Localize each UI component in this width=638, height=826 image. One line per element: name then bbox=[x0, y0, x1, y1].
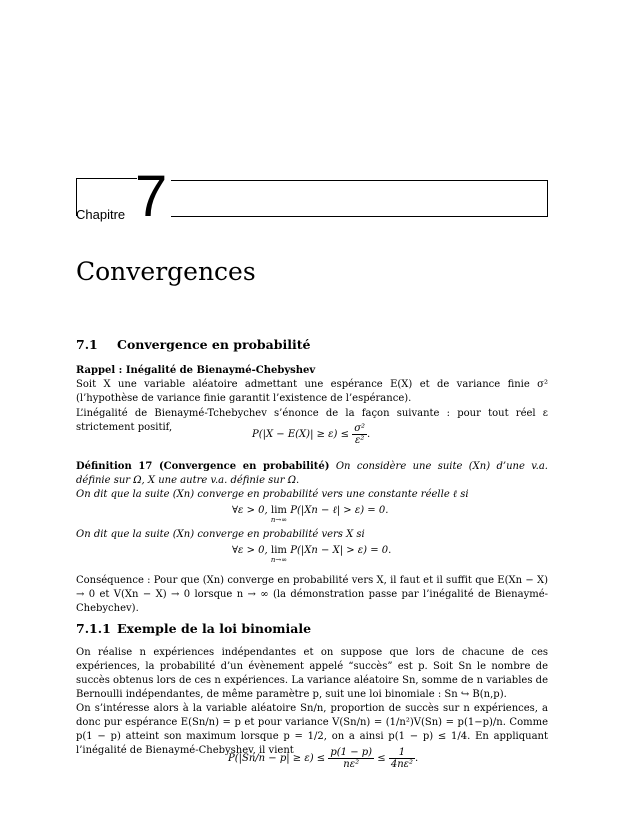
formula-fraction: $\frac{\text{σ²}}{\text{ε²}}$ bbox=[354, 423, 366, 446]
bienayme-formula: P(|X − E(X)| ≥ ε) ≤ $\frac{\text{σ²}}{\text{ε²}}$ . bbox=[252, 423, 371, 446]
section-title: Convergence en probabilité bbox=[117, 337, 311, 352]
section-number: 7.1 bbox=[76, 337, 98, 352]
definition-text: On considère une suite (Xn) d’une v.a. définie sur Ω, X une autre v.a. définie sur Ω. bbox=[76, 461, 548, 486]
chapter-title: Convergences bbox=[76, 257, 256, 286]
definition-block bbox=[76, 460, 548, 488]
rappel-statement: L’inégalité de Bienaymé-Tchebychev s’énonce de la façon suivante : pour tout réel ε strictement positif, bbox=[76, 408, 548, 433]
binomial-paragraph-2: On s’intéresse alors à la variable aléatoire Sn/n, proportion de succès sur n expériences, a donc pur espérance E(Sn/n) = p et pour variance V(Sn/n) = (1/n²)V(Sn) = p(1−p)/n. Comme p(1 − p) atteint son maximum lorsque p = 1/2, on a ainsi p(1 − p) ≤ 1/4. En appliquant l’inégalité de Bienaymé-Chebyshev, il vient bbox=[76, 703, 548, 756]
chapter-frame-right bbox=[171, 180, 548, 217]
subsection-number: 7.1.1 bbox=[76, 621, 111, 636]
chapter-word: Chapitre bbox=[76, 207, 126, 222]
definition-label: Définition 17 (Convergence en probabilité) bbox=[76, 461, 330, 472]
definition-formula-2: ∀ε > 0, lim n→∞ P(|Xn − X| > ε) = 0. bbox=[232, 545, 392, 564]
binomial-paragraph-1: On réalise n expériences indépendantes et on suppose que lors de chacune de ces expériences, la probabilité d’un évènement appelé “succès” est p. Soit Sn le nombre de succès obtenus lors de ces n expériences. La variance aléatoire Sn, somme de n variables de Bernoulli indépendantes, de même paramètre p, suit une loi binomiale : Sn ↪ B(n,p). bbox=[76, 647, 548, 700]
rappel-heading: Rappel : Inégalité de Bienaymé-Chebyshev bbox=[76, 365, 316, 376]
definition-line2: On dit que la suite (Xn) converge en probabilité vers une constante réelle ℓ si bbox=[76, 489, 469, 500]
rappel-text: Soit X une variable aléatoire admettant une espérance E(X) et de variance finie σ² (l’hypothèse de variance finie garantit l’existence de l’espérance). bbox=[76, 379, 548, 404]
definition-formula-1: ∀ε > 0, lim n→∞ P(|Xn − ℓ| > ε) = 0. bbox=[232, 505, 389, 524]
binomial-formula: P(|Sn/n − p| ≥ ε) ≤ $\frac{p(1 - p)}{\text{nε²}}$ ≤ $\frac{1}{\text{4nε²}}$ . bbox=[228, 747, 419, 770]
subsection-heading bbox=[76, 621, 311, 636]
chapter-number: 7 bbox=[135, 164, 168, 229]
definition-line3: On dit que la suite (Xn) converge en probabilité vers X si bbox=[76, 529, 365, 540]
subsection-title: Exemple de la loi binomiale bbox=[117, 621, 312, 636]
lim-operator: lim n→∞ bbox=[270, 505, 288, 524]
consequence-text: Conséquence : Pour que (Xn) converge en probabilité vers X, il faut et il suffit que E(Xn − X) → 0 et V(Xn − X) → 0 lorsque n → ∞ (la démonstration passe par l’inégalité de Bienaymé-Chebychev). bbox=[76, 575, 548, 614]
section-heading bbox=[76, 337, 310, 352]
lim-operator: lim n→∞ bbox=[270, 545, 288, 564]
